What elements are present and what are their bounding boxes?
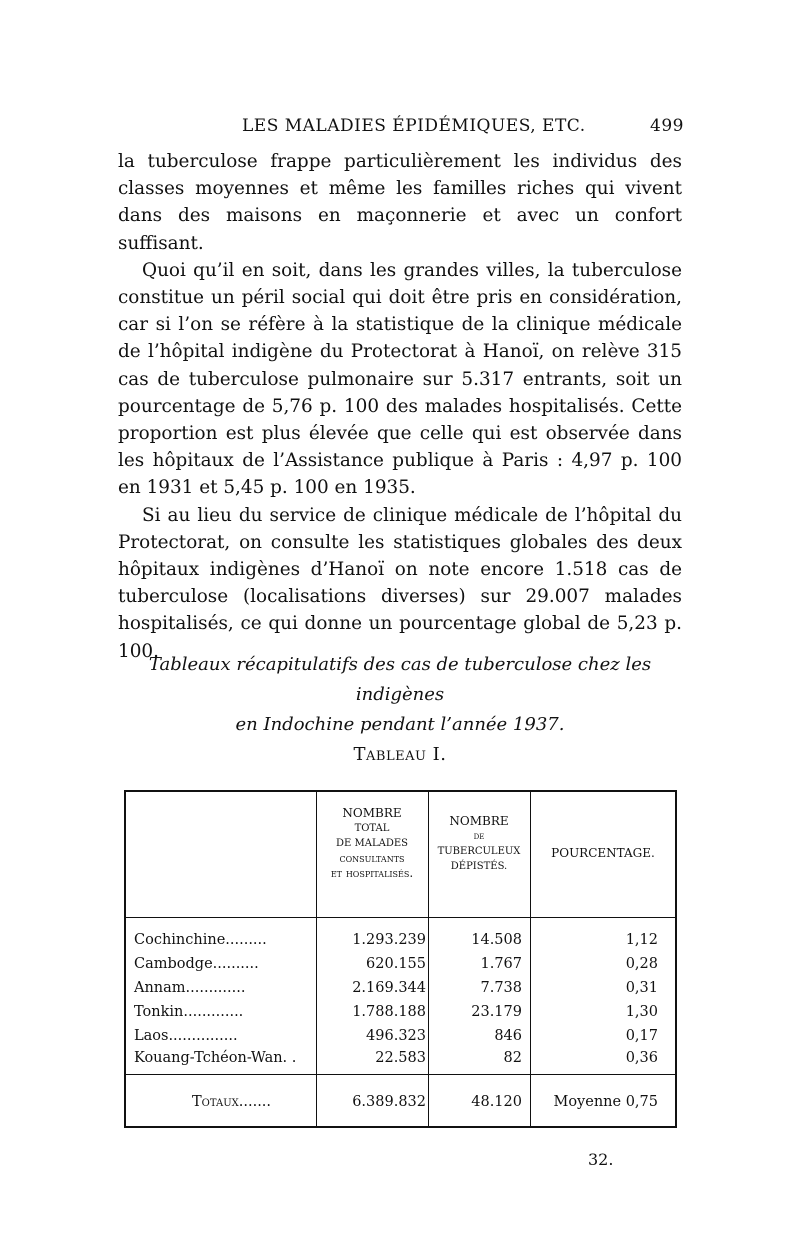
statistics-table [124,790,677,1128]
row-total: 620.155 [366,956,426,972]
row-total: 22.583 [375,1050,426,1066]
row-pourcentage: 1,30 [625,1004,658,1020]
table-row [126,932,675,956]
row-total: 496.323 [366,1028,426,1044]
row-pourcentage: 0,17 [625,1028,658,1044]
header-line: consultants [339,851,405,865]
running-title: LES MALADIES ÉPIDÉMIQUES, ETC. [242,116,586,136]
row-label: Annam............. [134,980,246,996]
totals-row [126,1094,675,1118]
col-header-total [316,806,428,881]
row-tuberculeux: 23.179 [471,1004,522,1020]
col-header-pourcentage [530,846,676,861]
paragraph-3: Si au lieu du service de clinique médicale de l’hôpital du Protectorat, on consulte les statistiques globales des deux hôpitaux indigènes d’Hanoï on note encore 1.518 cas de tuberculose (localisations diverses) sur 29.007 malades hospitalisés, ce qui donne un pourcentage global de 5,23 p. 100. [118,504,682,662]
signature-mark: 32. [588,1150,614,1169]
paragraph-1: la tuberculose frappe particulièrement les individus des classes moyennes et même les familles riches qui vivent dans des maisons en maçonnerie et avec un confort suffisant. [118,151,682,254]
row-pourcentage: 0,31 [625,980,658,996]
header-line: de [473,831,485,842]
row-label: Tonkin............. [134,1004,244,1020]
header-line: POURCENTAGE. [551,846,655,860]
row-pourcentage: 1,12 [625,932,658,948]
header-line: TUBERCULEUX [437,846,521,857]
table-title: Tableau I. [353,744,447,765]
col-header-tuberculeux [428,814,530,874]
row-total: 2.169.344 [352,980,426,996]
caption-line-1: Tableaux récapitulatifs des cas de tuberculose chez les indigènes [148,654,652,705]
header-line: NOMBRE [342,806,402,820]
row-label: Cochinchine......... [134,932,267,948]
totals-pourcentage: Moyenne 0,75 [553,1094,658,1110]
row-tuberculeux: 846 [494,1028,522,1044]
row-pourcentage: 0,36 [625,1050,658,1066]
table-row [126,980,675,1004]
row-total: 1.788.188 [352,1004,426,1020]
row-tuberculeux: 7.738 [480,980,522,996]
header-rule [126,917,675,918]
totals-label: Totaux....... [192,1094,272,1110]
totals-total: 6.389.832 [352,1094,426,1110]
row-label: Cambodge.......... [134,956,259,972]
row-pourcentage: 0,28 [625,956,658,972]
row-tuberculeux: 1.767 [480,956,522,972]
table-caption [118,650,682,740]
header-line: NOMBRE [449,814,509,828]
totals-tuberculeux: 48.120 [471,1094,522,1110]
table-row [126,956,675,980]
paragraph-2: Quoi qu’il en soit, dans les grandes villes, la tuberculose constitue un péril social qui doit être pris en considération, car si l’on se réfère à la statistique de la clinique médicale de l’hôpital indigène du Protectorat à Hanoï, on relève 315 cas de tuberculose pulmonaire sur 5.317 entrants, soit un pourcentage de 5,76 p. 100 des malades hospitalisés. Cette proportion est plus élevée que celle qui est observée dans les hôpitaux de l’Assistance publique à Paris : 4,97 p. 100 en 1931 et 5,45 p. 100 en 1935. [118,259,682,499]
header-line: TOTAL [354,823,390,834]
row-tuberculeux: 82 [503,1050,522,1066]
page-number: 499 [650,116,684,136]
row-label: Laos............... [134,1028,238,1044]
body-text [118,148,682,665]
header-line: DÉPISTÉS. [450,861,508,872]
header-line: DE MALADES [336,838,408,849]
table-row [126,1004,675,1028]
row-total: 1.293.239 [352,932,426,948]
row-tuberculeux: 14.508 [471,932,522,948]
table-row [126,1050,675,1074]
header-line: et hospitalisés. [330,866,414,880]
totals-rule [126,1074,675,1075]
caption-line-2: en Indochine pendant l’année 1937. [235,714,565,735]
row-label: Kouang-Tchéon-Wan. . [134,1050,297,1066]
table-row [126,1028,675,1052]
